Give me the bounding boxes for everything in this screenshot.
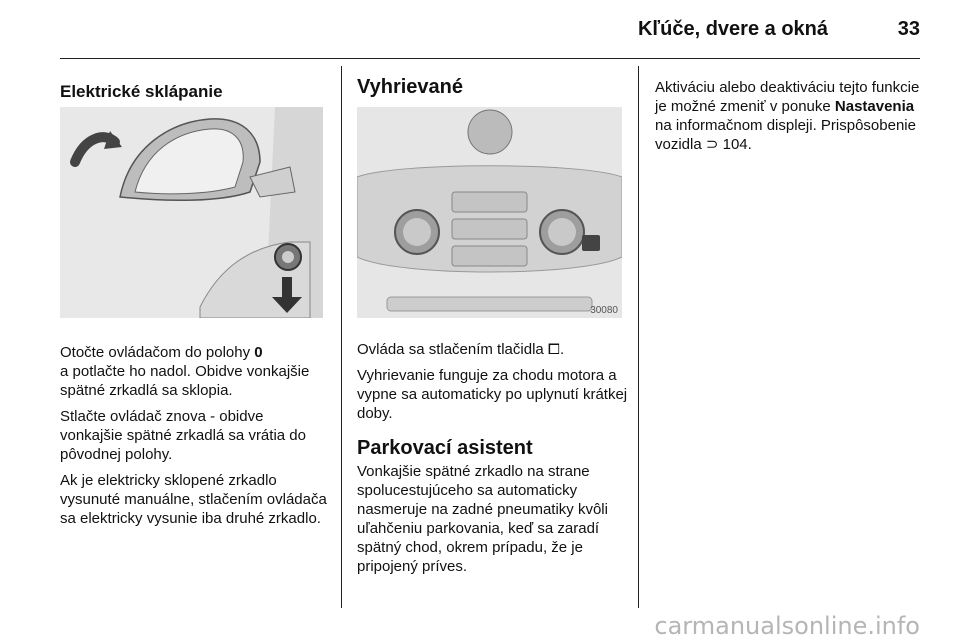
column-divider-1 xyxy=(341,66,342,608)
paragraph-manual-extend: Ak je elektricky sklopené zrkadlo vysunuté manuálne, stlačením ovládača sa elektricky vysunie iba druhé zrkadlo. xyxy=(60,472,327,527)
header-rule xyxy=(60,58,920,59)
heated-mirror-button-illustration xyxy=(357,107,622,318)
paragraph-parking-assist: Vonkajšie spätné zrkadlo na strane spolucestujúceho sa automaticky nasmeruje na zadné pneumatiky kvôli uľahčeniu parkovania, keď sa zaradí spätný chod, okrem prípadu, že je pripojený príves. xyxy=(357,463,608,575)
page-number: 33 xyxy=(897,18,920,40)
column-2-heading xyxy=(357,78,625,101)
page-header-title: Kľúče, dvere a okná xyxy=(637,18,828,40)
column-2-text xyxy=(357,340,632,583)
page-reference-icon: ⊃ xyxy=(705,136,719,153)
rear-window-heating-icon: ⧠ xyxy=(547,341,560,358)
paragraph-heated-operation: Vyhrievanie funguje za chodu motora a vypne sa automaticky po uplynutí krátkej doby. xyxy=(357,367,628,422)
paragraph-heated-button: Ovláda sa stlačením tlačidla ⧠. xyxy=(357,341,565,358)
section-heading-electric-folding: Elektrické sklápanie xyxy=(60,82,223,101)
section-heading-heated: Vyhrievané xyxy=(357,76,463,98)
figure-id: 30080 xyxy=(590,305,618,316)
column-3-text xyxy=(655,78,925,161)
paragraph-unfold: Stlačte ovládač znova - obidve vonkajšie spätné zrkadlá sa vrátia do pôvodnej polohy. xyxy=(60,408,306,463)
column-1 xyxy=(60,82,328,101)
paragraph-fold-instruction: Otočte ovládačom do polohy 0 a potlačte ho nadol. Obidve vonkajšie spätné zrkadlá sa sklopia. xyxy=(60,344,310,399)
paragraph-settings: Aktiváciu alebo deaktiváciu tejto funkcie je možné zmeniť v ponuke Nastavenia na informačnom displeji. Prispôsobenie vozidla ⊃ 104. xyxy=(655,79,920,153)
column-1-text xyxy=(60,343,330,535)
mirror-illustration xyxy=(60,107,323,318)
section-heading-parking-assist: Parkovací asistent xyxy=(357,437,533,459)
watermark: carmanualsonline.info xyxy=(654,612,920,640)
column-divider-2 xyxy=(638,66,639,608)
